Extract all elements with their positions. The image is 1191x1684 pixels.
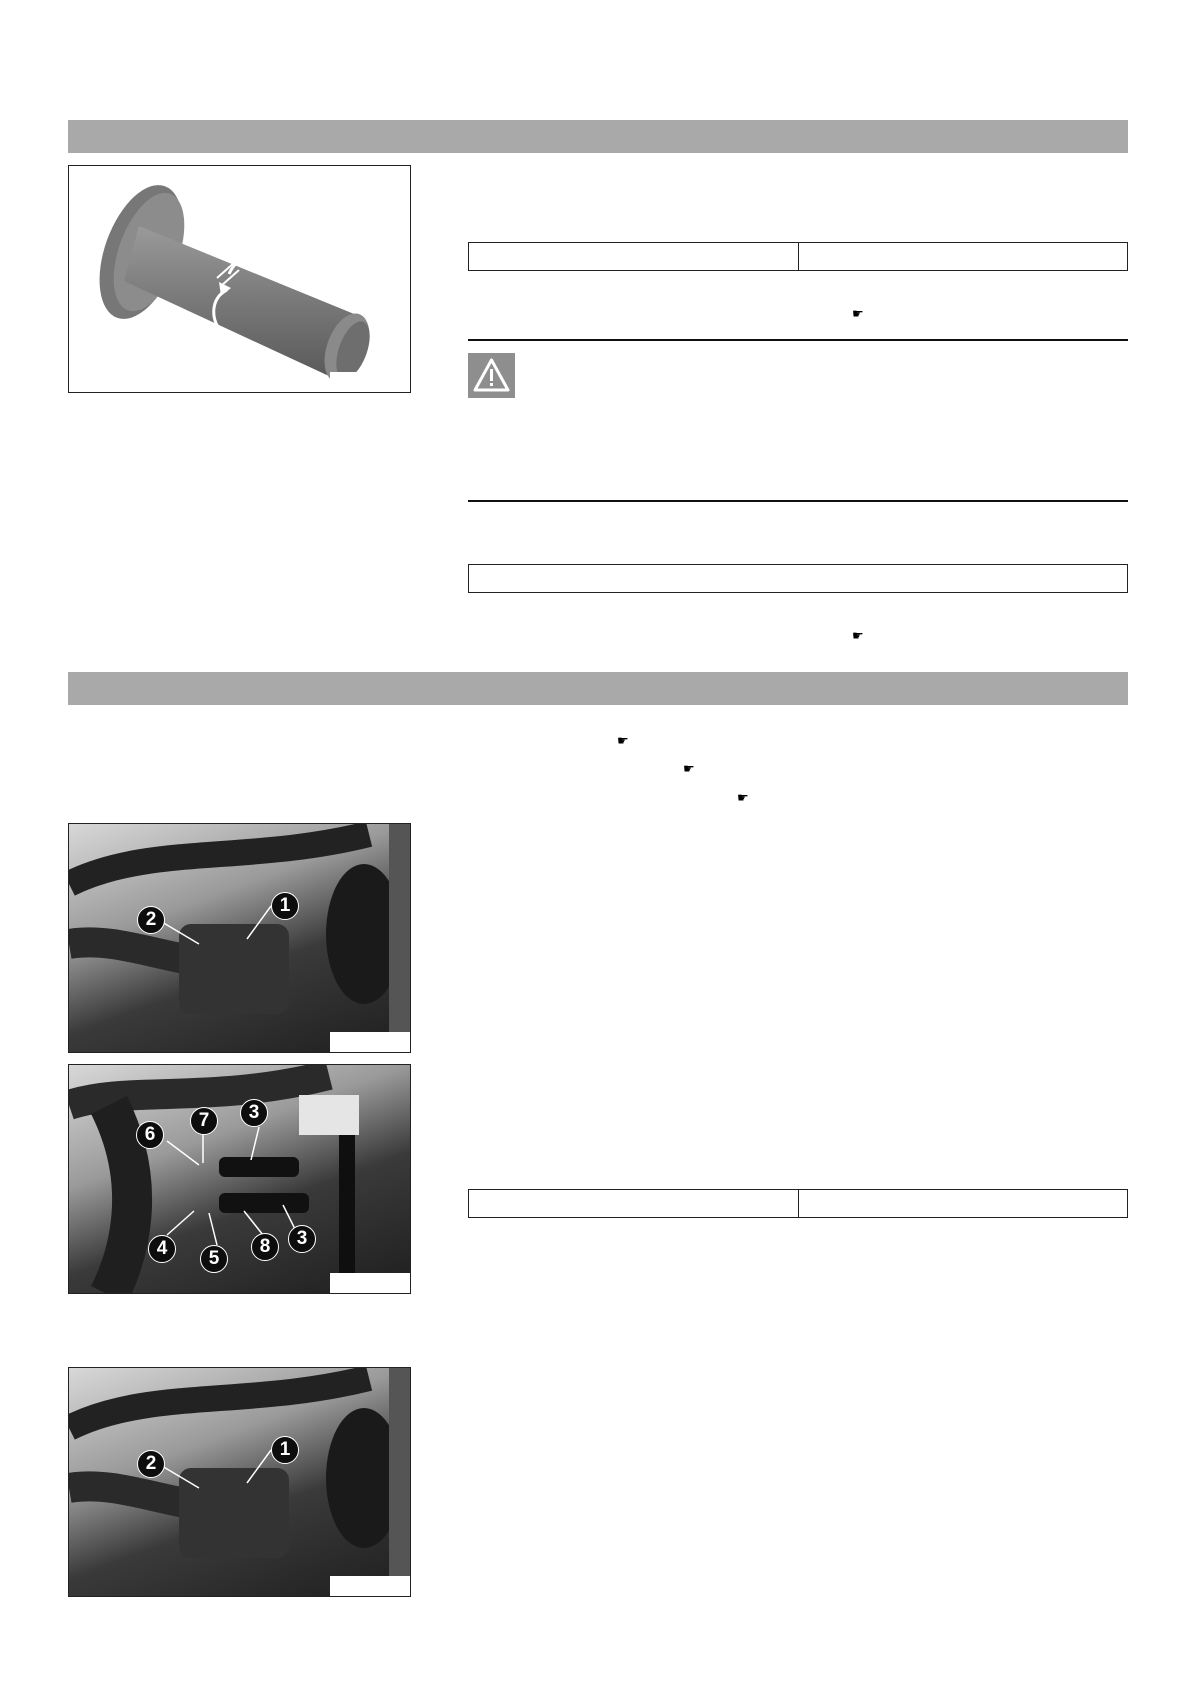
callout-marker: 6 [136,1121,164,1149]
warning-bottom-rule [468,500,1128,502]
warning-top-rule [468,339,1128,341]
spec-cell [469,565,1127,592]
spec-cell [469,243,798,270]
section-header-band-2 [68,672,1128,705]
callout-marker: 5 [200,1245,228,1273]
pointing-hand-icon[interactable]: ☛ [852,628,864,643]
figure-id-tag [330,1032,410,1052]
callout-marker: 3 [240,1099,268,1127]
pointing-hand-icon[interactable]: ☛ [683,761,695,776]
pointing-hand-icon[interactable]: ☛ [852,306,864,321]
figure-id-tag [330,1576,410,1596]
spec-cell [469,1190,798,1217]
figure-handlebar-grip [68,165,411,393]
spec-table-1 [468,242,1128,271]
pointing-hand-icon[interactable]: ☛ [617,733,629,748]
grip-illustration [69,166,411,393]
callout-marker: 8 [251,1233,279,1261]
callout-marker: 4 [148,1235,176,1263]
callout-marker: 1 [271,1436,299,1464]
callout-marker: 7 [190,1107,218,1135]
photo-ignition-coil-connectors [68,1064,411,1294]
spec-table-3 [468,1189,1128,1218]
section-header-band-1 [68,120,1128,153]
spec-cell [798,243,1128,270]
callout-marker: 2 [137,906,165,934]
grip-body [124,226,359,376]
callout-marker: 2 [137,1450,165,1478]
callout-marker: 3 [288,1225,316,1253]
figure-id-tag [330,1273,410,1293]
figure-id-tag [330,372,410,392]
callout-marker: 1 [271,892,299,920]
spec-cell [798,1190,1128,1217]
pointing-hand-icon[interactable]: ☛ [737,790,749,805]
photo-ignition-coil-1 [68,823,411,1053]
photo-ignition-coil-2 [68,1367,411,1597]
warning-triangle-icon [468,353,515,398]
spec-table-2 [468,564,1128,593]
